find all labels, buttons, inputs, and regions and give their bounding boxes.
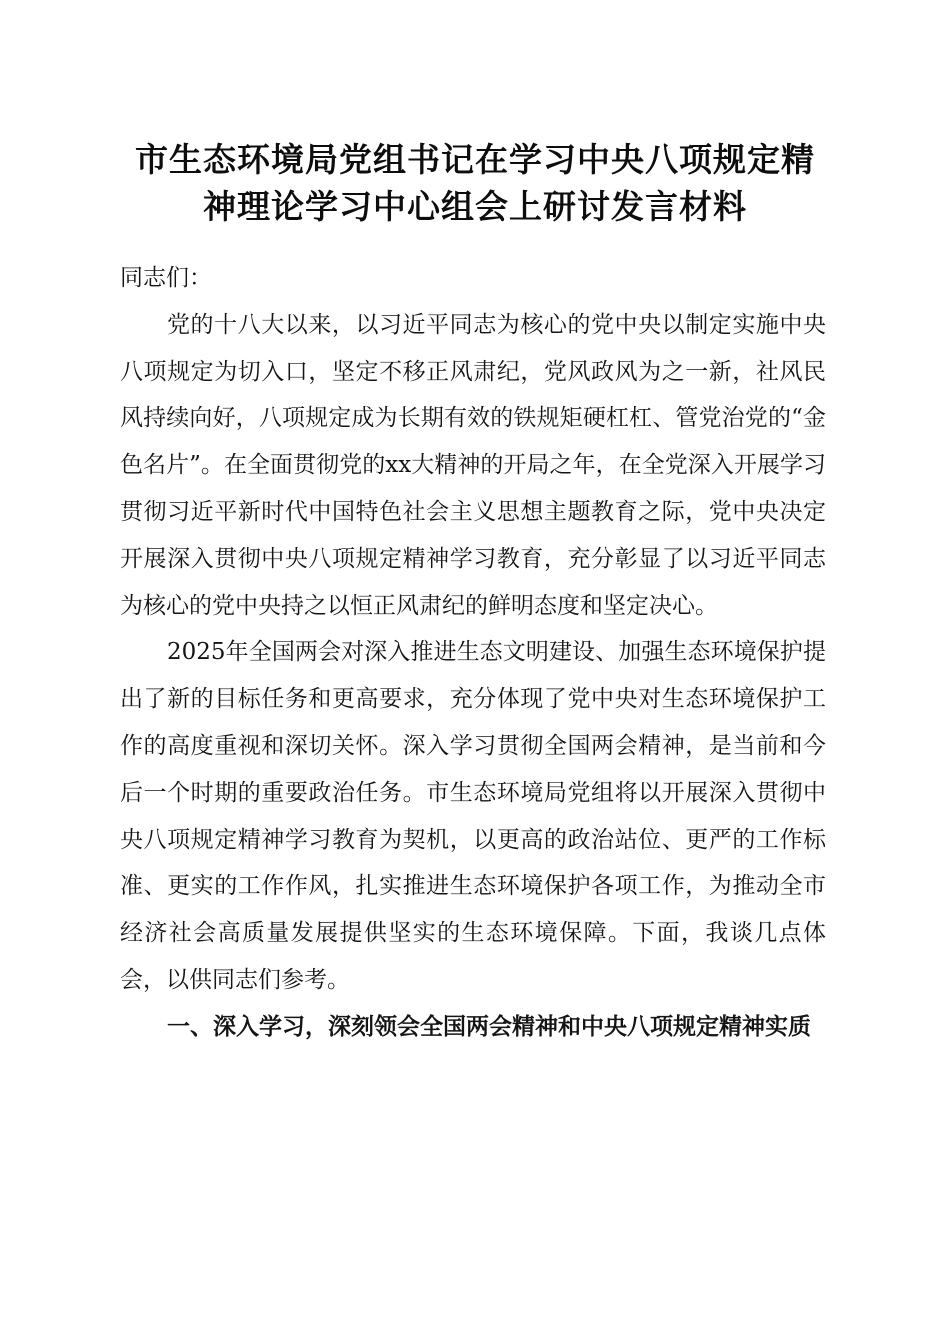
salutation: 同志们： — [120, 265, 212, 291]
document-title — [110, 136, 840, 230]
document-body — [120, 255, 826, 1051]
paragraph-1: 党的十八大以来，以习近平同志为核心的党中央以制定实施中央八项规定为切入口，坚定不移正风肃纪，党风政风为之一新，社风民风持续向好，八项规定成为长期有效的铁规矩硬杠杠、管党治党的“金色名片”。在全面贯彻党的xx大精神的开局之年，在全党深入开展学习贯彻习近平新时代中国特色社会主义思想主题教育之际，党中央决定开展深入贯彻中央八项规定精神学习教育，充分彰显了以习近平同志为核心的党中央持之以恒正风肃纪的鲜明态度和坚定决心。 — [120, 311, 826, 619]
title-line-2: 神理论学习中心组会上研讨发言材料 — [203, 187, 747, 226]
paragraph-2: 2025年全国两会对深入推进生态文明建设、加强生态环境保护提出了新的目标任务和更高要求，充分体现了党中央对生态环境保护工作的高度重视和深切关怀。深入学习贯彻全国两会精神，是当前和今后一个时期的重要政治任务。市生态环境局党组将以开展深入贯彻中央八项规定精神学习教育为契机，以更高的政治站位、更严的工作标准、更实的工作作风，扎实推进生态环境保护各项工作，为推动全市经济社会高质量发展提供坚实的生态环境保障。下面，我谈几点体会，以供同志们参考。 — [120, 639, 826, 993]
section-heading-1: 一、深入学习，深刻领会全国两会精神和中央八项规定精神实质 — [167, 1013, 811, 1040]
title-line-1: 市生态环境局党组书记在学习中央八项规定精 — [135, 140, 815, 179]
